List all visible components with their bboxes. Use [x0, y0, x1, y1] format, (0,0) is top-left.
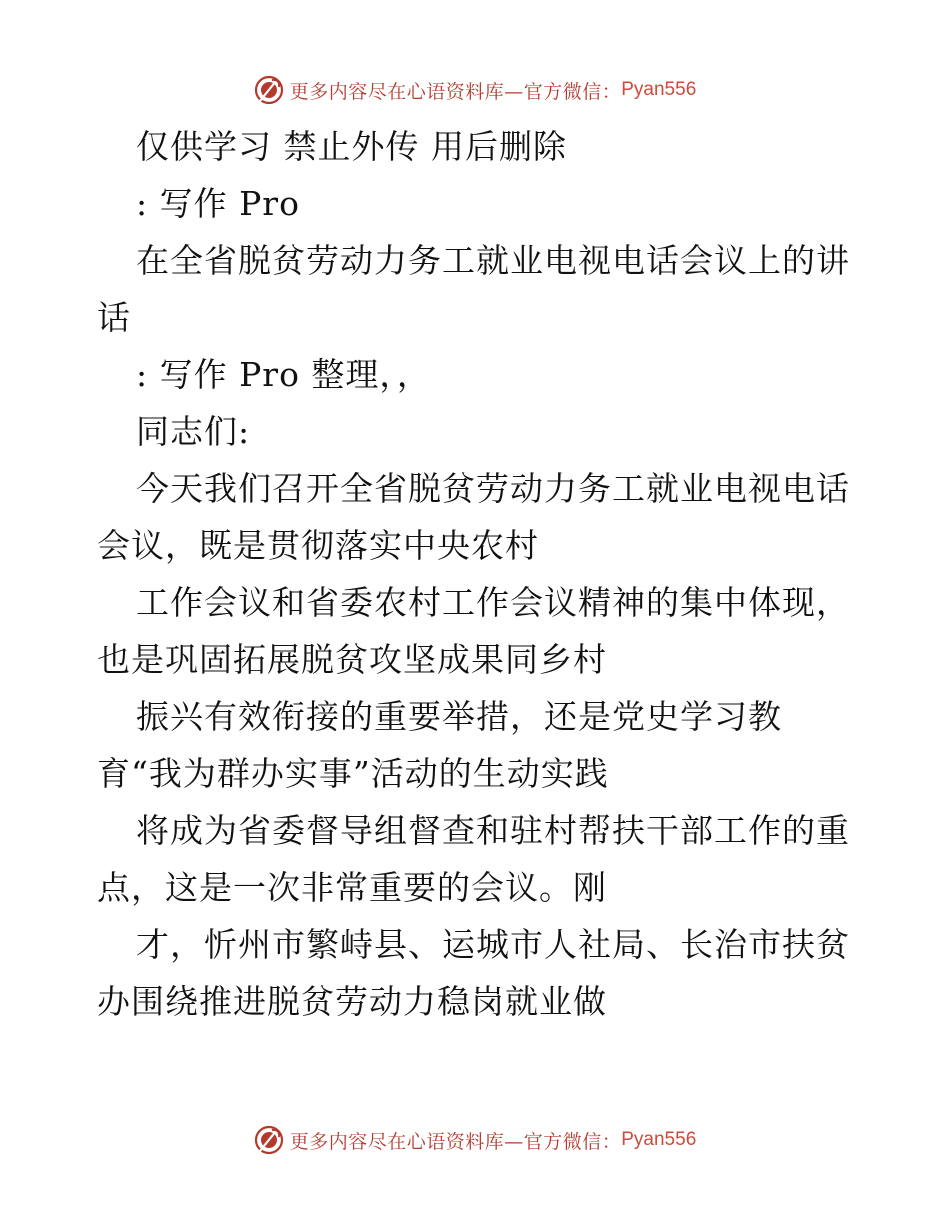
watermark-text: 更多内容尽在心语资料库—官方微信： — [289, 1130, 622, 1153]
text-line: : 写作 Pro — [136, 184, 300, 223]
quill-logo-icon — [254, 75, 284, 105]
text-line: : 写作 Pro 整理，， — [136, 355, 431, 394]
text-line: 办围绕推进脱贫劳动力稳岗就业做 — [97, 982, 607, 1021]
text-line: 振兴有效衔接的重要举措，还是党史学习教 — [136, 697, 782, 736]
text-line: 将成为省委督导组督查和驻村帮扶干部工作的重 — [136, 811, 850, 850]
text-line: 也是巩固拓展脱贫攻坚成果同乡村 — [97, 640, 607, 679]
salutation: 同志们: — [136, 412, 251, 451]
document-title-line: 在全省脱贫劳动力务工就业电视电话会议上的讲 — [136, 241, 850, 280]
footer-watermark — [0, 1122, 950, 1158]
text-line: 工作会议和省委农村工作会议精神的集中体现， — [136, 583, 850, 622]
document-title-line: 话 — [97, 298, 131, 337]
watermark-handle: Pyan556 — [621, 79, 697, 100]
text-line: 点，这是一次非常重要的会议。刚 — [97, 868, 607, 907]
quill-logo-icon — [254, 1125, 284, 1155]
text-line: 育“我为群办实事”活动的生动实践 — [97, 754, 609, 793]
document-body — [97, 118, 857, 1030]
text-line: 仅供学习 禁止外传 用后删除 — [136, 127, 567, 166]
text-line: 今天我们召开全省脱贫劳动力务工就业电视电话 — [136, 469, 850, 508]
header-watermark — [0, 72, 950, 108]
watermark-text: 更多内容尽在心语资料库—官方微信： — [289, 80, 622, 103]
text-line: 才，忻州市繁峙县、运城市人社局、长治市扶贫 — [136, 925, 850, 964]
watermark-handle: Pyan556 — [621, 1129, 697, 1150]
text-line: 会议，既是贯彻落实中央农村 — [97, 526, 539, 565]
